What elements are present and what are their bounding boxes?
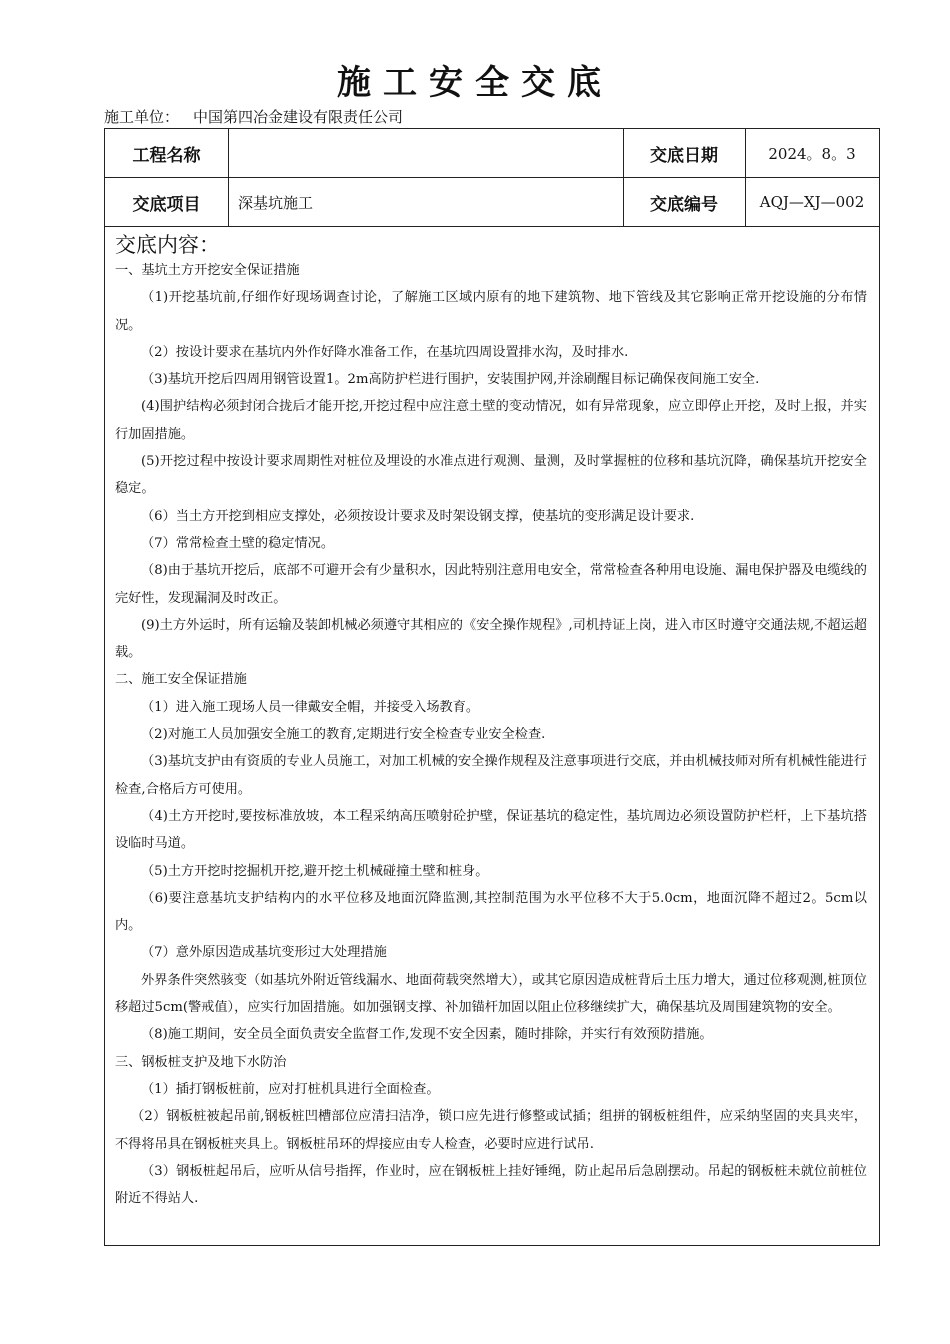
section-title: 二、施工安全保证措施	[115, 672, 247, 688]
paragraph: （1)开挖基坑前,仔细作好现场调查讨论，了解施工区域内原有的地下建筑物、地下管线及其它影响正常开挖设施的分布情况。	[115, 290, 867, 333]
paragraph: (9)土方外运时，所有运输及装卸机械必须遵守其相应的《安全操作规程》,司机持证上岗，进入市区时遵守交通法规,不超运超载。	[115, 617, 867, 661]
section-title: 三、钢板桩支护及地下水防治	[115, 1054, 287, 1070]
document-title: 施工安全交底	[337, 63, 613, 103]
paragraph: （7）常常检查土壁的稳定情况。	[141, 535, 335, 551]
project-name-label: 工程名称	[132, 145, 201, 166]
row-divider	[105, 226, 879, 227]
disclosure-content	[115, 257, 867, 1212]
paragraph: （7）意外原因造成基坑变形过大处理措施	[141, 945, 387, 961]
disclosure-form	[104, 128, 880, 1246]
disclosure-date-label: 交底日期	[650, 145, 718, 166]
paragraph: （5)土方开挖时挖掘机开挖,避开挖土机械碰撞土壁和桩身。	[141, 863, 489, 879]
disclosure-number-value: AQJ—XJ—002	[759, 193, 865, 211]
paragraph: （8)由于基坑开挖后，底部不可避开会有少量积水，因此特别注意用电安全，常常检查各种用电设施、漏电保护器及电缆线的完好性，发现漏洞及时改正。	[115, 563, 867, 606]
paragraph: （4)土方开挖时,要按标准放坡，本工程采纳高压喷射砼护壁，保证基坑的稳定性，基坑周边必须设置防护栏杆，上下基坑搭设临时马道。	[115, 808, 867, 852]
construction-unit-label: 施工单位：	[104, 108, 180, 126]
paragraph: （1）插打钢板桩前，应对打桩机具进行全面检查。	[141, 1081, 440, 1097]
paragraph: （3）钢板桩起吊后，应听从信号指挥，作业时，应在钢板桩上挂好锤绳，防止起吊后急剧摆动。吊起的钢板桩未就位前桩位附近不得站人.	[115, 1163, 867, 1207]
paragraph: (4)围护结构必须封闭合拢后才能开挖,开挖过程中应注意土壁的变动情况，如有异常现象，应立即停止开挖，及时上报，并实行加固措施。	[115, 399, 867, 442]
paragraph: （2）钢板桩被起吊前,钢板桩凹槽部位应清扫洁净，锁口应先进行修整或试插；组拼的钢板桩组件，应采纳坚固的夹具夹牢，不得将吊具在钢板桩夹具上。钢板桩吊环的焊接应由专人检查，必要时应进行试吊.	[115, 1109, 867, 1152]
disclosure-date-value: 2024。8。3	[768, 144, 856, 163]
paragraph: （3)基坑支护由有资质的专业人员施工，对加工机械的安全操作规程及注意事项进行交底，并由机械技师对所有机械性能进行检查,合格后方可使用。	[115, 754, 867, 797]
paragraph: （2)对施工人员加强安全施工的教育,定期进行安全检查专业安全检查.	[141, 727, 546, 743]
project-name-value	[228, 129, 623, 177]
construction-unit	[104, 106, 403, 127]
paragraph: （2）按设计要求在基坑内外作好降水准备工作，在基坑四周设置排水沟，及时排水.	[141, 344, 629, 360]
disclosure-item-value: 深基坑施工	[238, 193, 314, 212]
paragraph: （6）当土方开挖到相应支撑处，必须按设计要求及时架设钢支撑，使基坑的变形满足设计要求.	[141, 508, 695, 524]
construction-unit-value: 中国第四冶金建设有限责任公司	[193, 108, 404, 126]
section-title: 一、基坑土方开挖安全保证措施	[115, 263, 300, 278]
paragraph: （8)施工期间，安全员全面负责安全监督工作,发现不安全因素，随时排除，并实行有效预防措施。	[141, 1027, 713, 1043]
disclosure-number-label: 交底编号	[650, 194, 718, 215]
paragraph: （3)基坑开挖后四周用钢管设置1。2m高防护栏进行围护，安装围护网,并涂刷醒目标记确保夜间施工安全.	[141, 372, 760, 388]
paragraph: （1）进入施工现场人员一律戴安全帽，并接受入场教育。	[141, 699, 480, 715]
disclosure-item-label: 交底项目	[132, 194, 201, 215]
paragraph: (5)开挖过程中按设计要求周期性对桩位及埋设的水准点进行观测、量测，及时掌握桩的位移和基坑沉降，确保基坑开挖安全稳定。	[115, 454, 867, 497]
content-label: 交底内容：	[115, 233, 220, 257]
paragraph: 外界条件突然骇变（如基坑外附近管线漏水、地面荷载突然增大），或其它原因造成桩背后土压力增大，通过位移观测,桩顶位移超过5cm(警戒值），应实行加固措施。如加强钢支撑、补加锚杆加固以阻止位移继续扩大，确保基坑及周围建筑物的安全。	[115, 972, 867, 1016]
paragraph: （6)要注意基坑支护结构内的水平位移及地面沉降监测,其控制范围为水平位移不大于5.0cm，地面沉降不超过2。5cm以内。	[115, 890, 867, 934]
